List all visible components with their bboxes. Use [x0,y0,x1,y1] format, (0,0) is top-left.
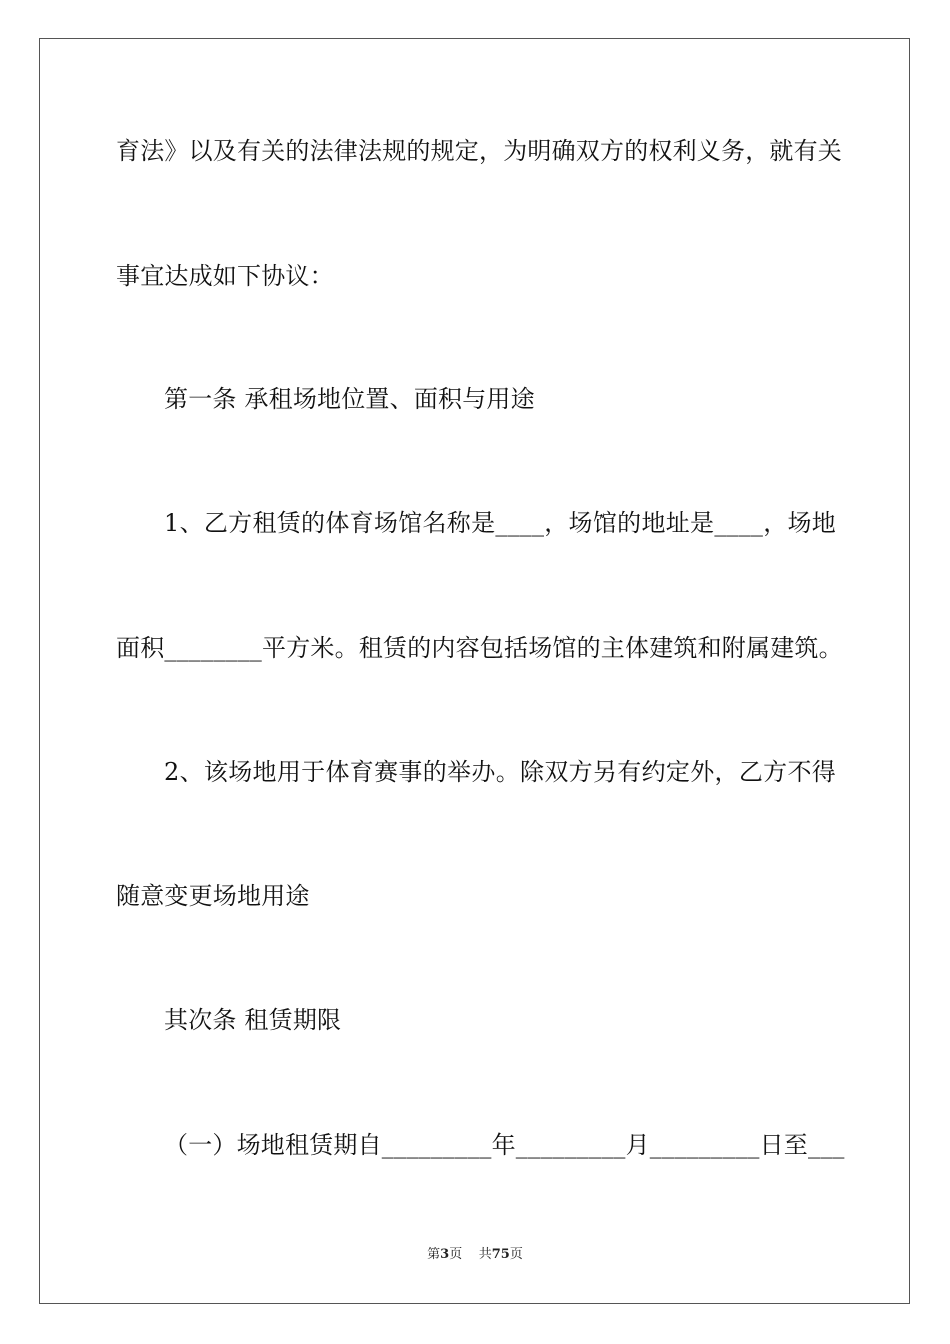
page-label-prefix: 第 [427,1247,441,1262]
total-pages: 75 [491,1247,510,1262]
page-number: 3 [440,1247,450,1262]
section-heading: 第一条 承租场地位置、面积与用途 [164,385,535,413]
total-label-suffix: 页 [509,1247,523,1262]
paragraph-line: 育法》以及有关的法律法规的规定，为明确双方的权利义务，就有关 [116,137,842,165]
total-label-prefix: 共 [478,1247,492,1262]
paragraph-line: 事宜达成如下协议： [116,262,334,290]
paragraph-line: 1、乙方租赁的体育场馆名称是____，场馆的地址是____，场地 [164,509,836,537]
paragraph-line: 2、该场地用于体育赛事的举办。除双方另有约定外，乙方不得 [164,758,836,786]
paragraph-line: 随意变更场地用途 [116,882,310,910]
page-footer [0,1247,950,1263]
section-heading: 其次条 租赁期限 [164,1006,342,1034]
paragraph-line: 面积________平方米。租赁的内容包括场馆的主体建筑和附属建筑。 [116,634,843,662]
page-label-suffix: 页 [449,1247,463,1262]
paragraph-line: （一）场地租赁期自_________年_________月_________日至___ [164,1131,845,1159]
page-border [39,38,910,1304]
